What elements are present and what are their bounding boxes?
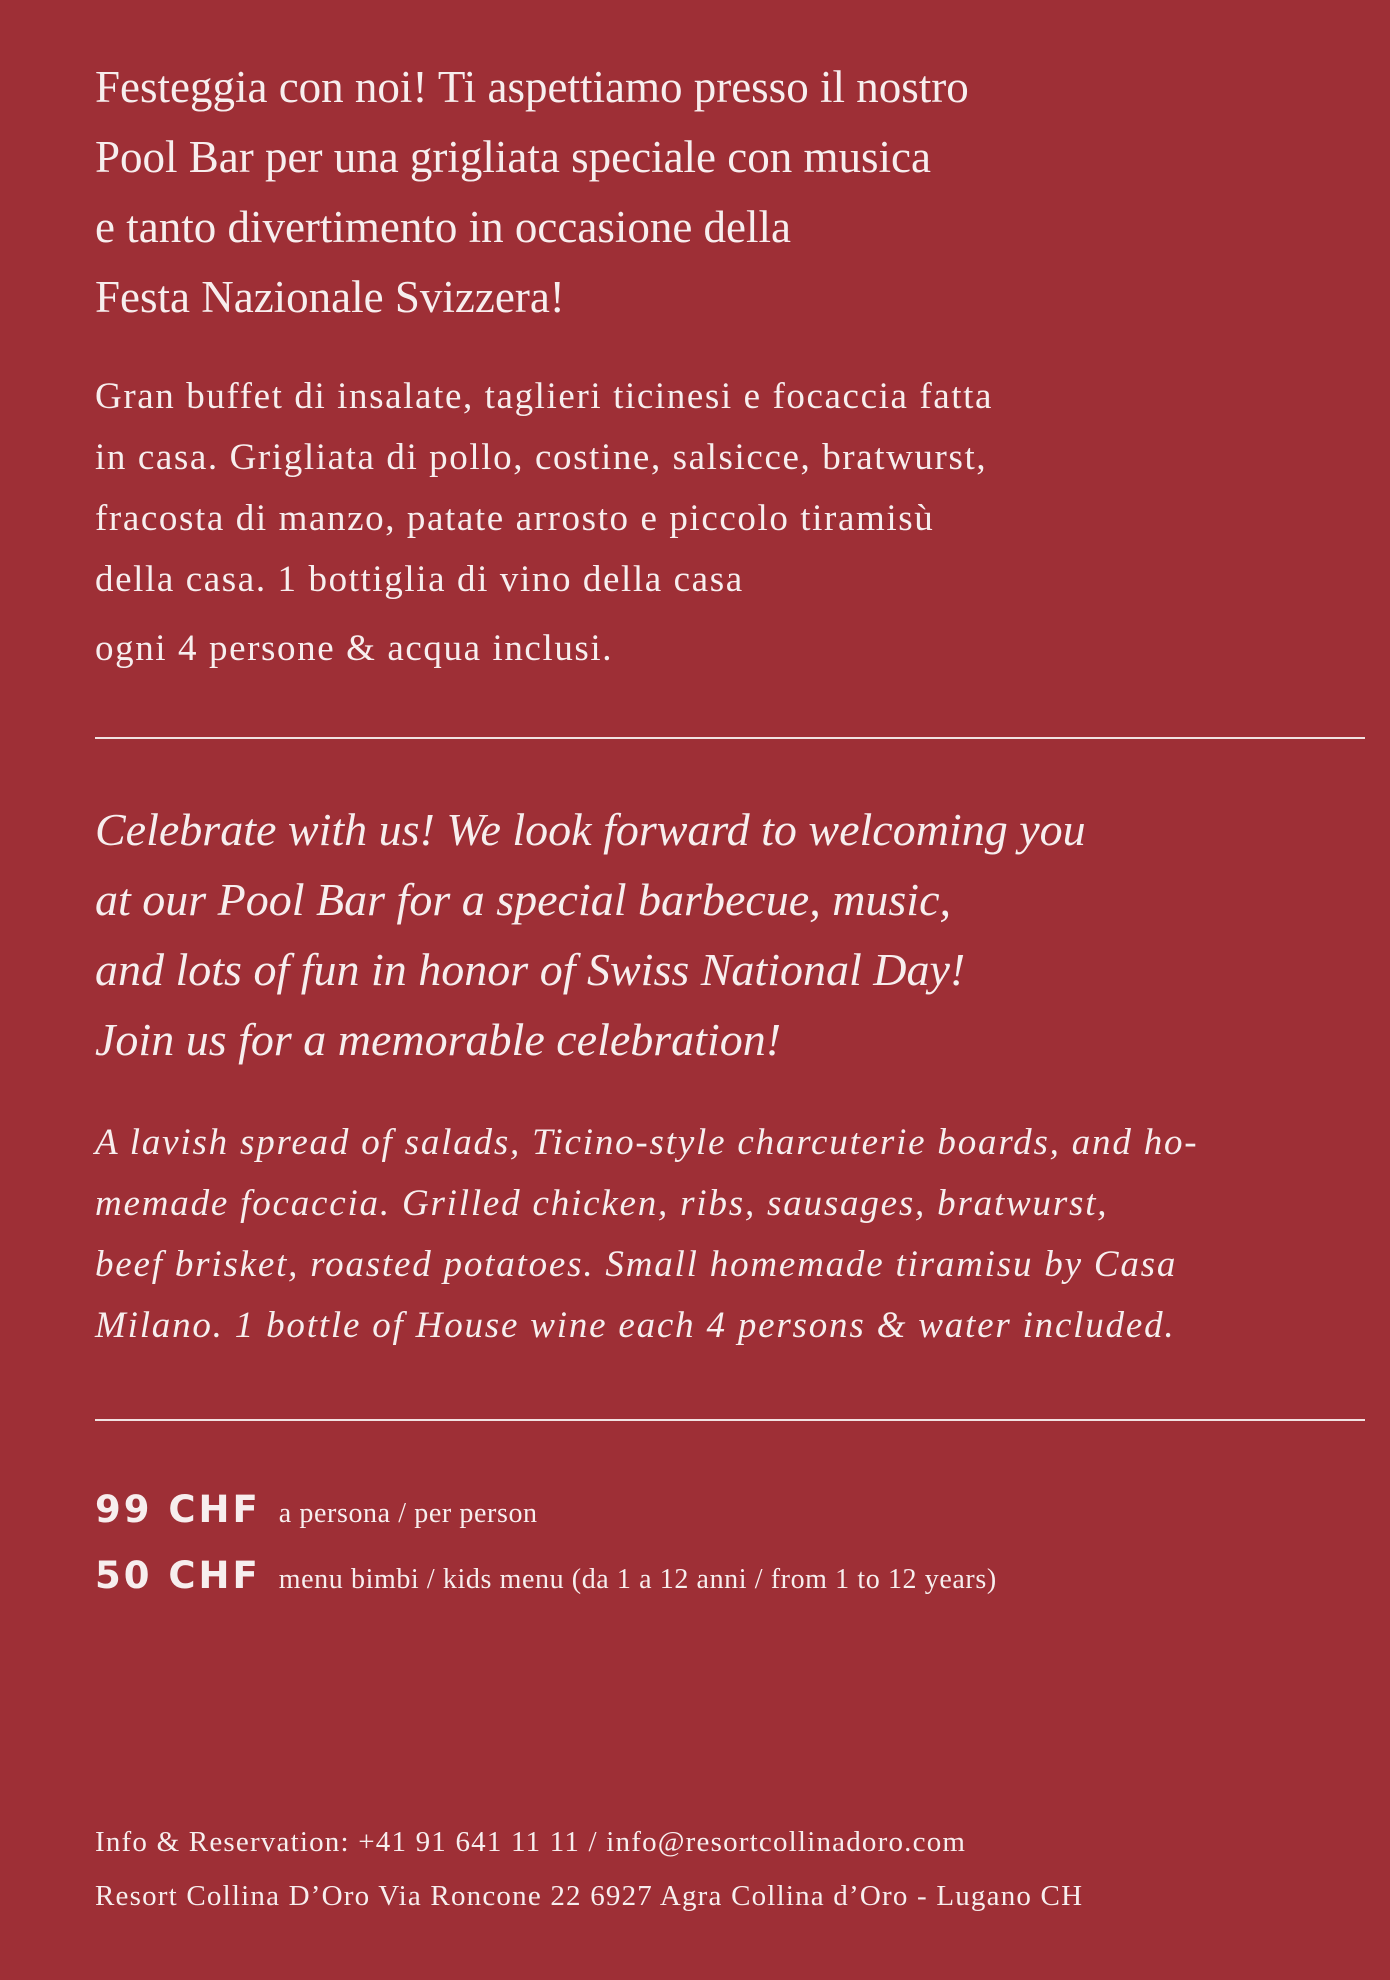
contact-info: Info & Reservation: +41 91 641 11 11 / info@resortcollinadoro.com: [95, 1826, 967, 1858]
english-menu-line: beef brisket, roasted potatoes. Small homemade tiramisu by Casa: [95, 1244, 1178, 1285]
price-amount: 50 CHF: [95, 1554, 261, 1597]
italian-menu-line: fracosta di manzo, patate arrosto e piccolo tiramisù: [95, 498, 935, 539]
italian-intro-line: Festa Nazionale Svizzera!: [95, 272, 565, 322]
english-menu-line: memade focaccia. Grilled chicken, ribs, sausages, bratwurst,: [95, 1183, 1109, 1224]
english-intro-line: at our Pool Bar for a special barbecue, music,: [95, 874, 952, 925]
divider: [95, 1419, 1365, 1421]
italian-menu-line: in casa. Grigliata di pollo, costine, salsicce, bratwurst,: [95, 437, 988, 478]
english-intro-line: Join us for a memorable celebration!: [95, 1014, 782, 1065]
italian-intro: [95, 52, 969, 332]
resort-address: Resort Collina D’Oro Via Roncone 22 6927 Agra Collina d’Oro - Lugano CH: [95, 1880, 1084, 1912]
italian-intro-line: Festeggia con noi! Ti aspettiamo presso il nostro: [95, 62, 969, 112]
english-intro-line: Celebrate with us! We look forward to welcoming you: [95, 804, 1086, 855]
price-description: menu bimbi / kids menu (da 1 a 12 anni / from 1 to 12 years): [278, 1564, 997, 1595]
italian-menu-line: Gran buffet di insalate, taglieri ticinesi e focaccia fatta: [95, 376, 994, 417]
price-amount: 99 CHF: [95, 1488, 261, 1531]
english-intro: [95, 795, 1086, 1075]
english-menu-line: Milano. 1 bottle of House wine each 4 persons & water included.: [95, 1305, 1176, 1346]
divider: [95, 737, 1365, 739]
english-menu-description: [95, 1112, 1198, 1356]
price-kids: [95, 1554, 997, 1597]
italian-intro-line: Pool Bar per una grigliata speciale con musica: [95, 132, 931, 182]
italian-menu-line: della casa. 1 bottiglia di vino della casa: [95, 559, 744, 600]
italian-intro-line: e tanto divertimento in occasione della: [95, 202, 792, 252]
italian-menu-description: [95, 366, 993, 679]
price-description: a persona / per person: [278, 1498, 538, 1529]
price-adult: [95, 1488, 538, 1531]
italian-menu-line: ogni 4 persone & acqua inclusi.: [95, 628, 614, 669]
english-intro-line: and lots of fun in honor of Swiss National Day!: [95, 944, 966, 995]
english-menu-line: A lavish spread of salads, Ticino-style charcuterie boards, and ho-: [95, 1122, 1199, 1163]
